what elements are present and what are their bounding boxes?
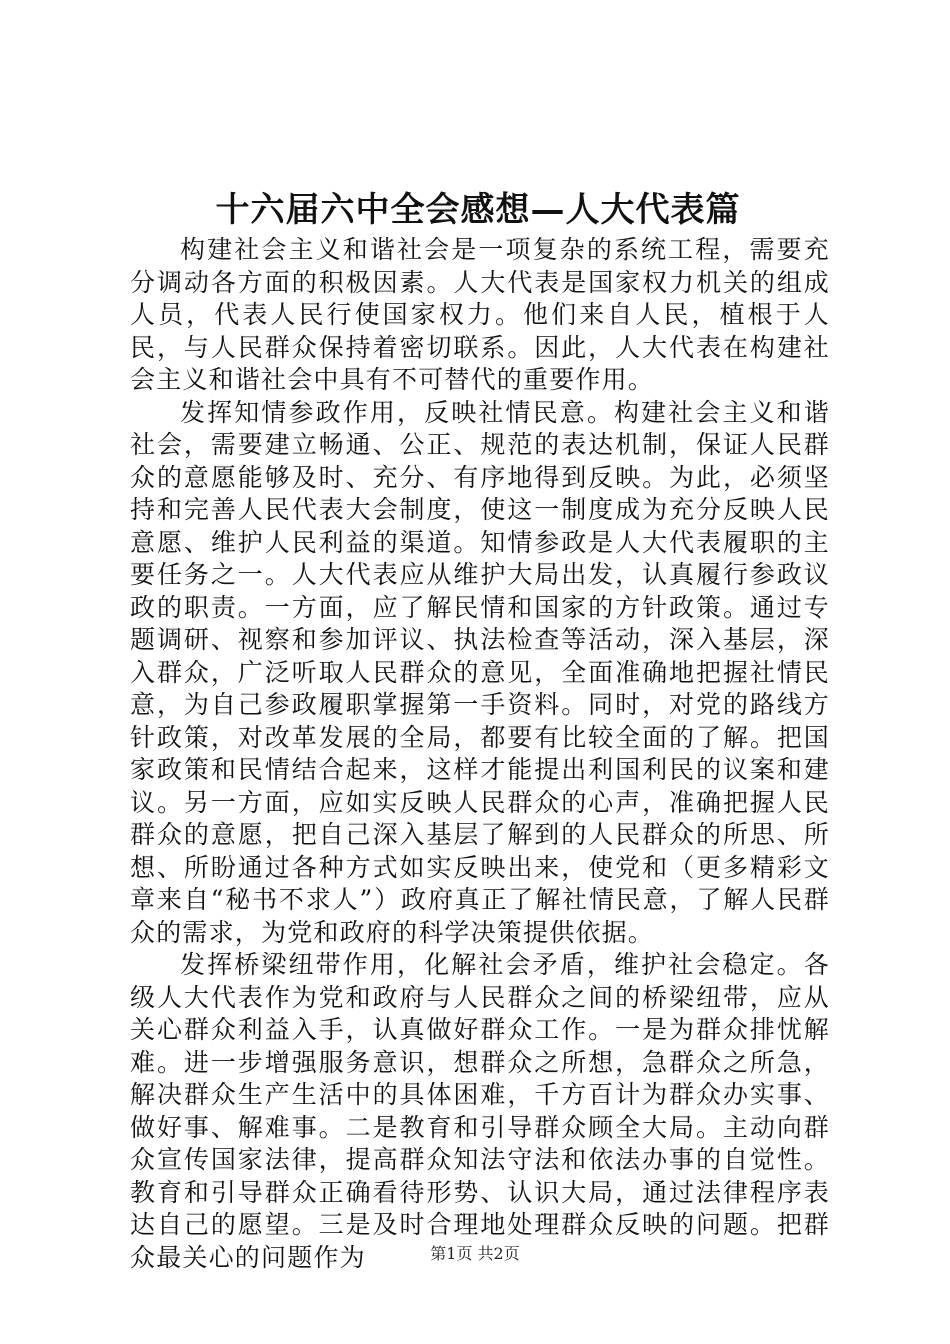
page-footer: 第1页 共2页 [430, 1244, 520, 1263]
paragraph-informed-participation: 发挥知情参政作用，反映社情民意。构建社会主义和谐社会，需要建立畅通、公正、规范的表达机制，保证人民群众的意愿能够及时、充分、有序地得到反映。为此，必须坚持和完善人民代表大会制度，使这一制度成为充分反映人民意愿、维护人民利益的渠道。知情参政是人大代表履职的主要任务之一。人大代表应从维护大局出发，认真履行参政议政的职责。一方面，应了解民情和国家的方针政策。通过专题调研、视察和参加评议、执法检查等活动，深入基层，深入群众，广泛听取人民群众的意见，全面准确地把握社情民意，为自己参政履职掌握第一手资料。同时，对党的路线方针政策，对改革发展的全局，都要有比较全面的了解。把国家政策和民情结合起来，这样才能提出利国利民的议案和建议。另一方面，应如实反映人民群众的心声，准确把握人民群众的意愿，把自己深入基层了解到的人民群众的所思、所想、所盼通过各种方式如实反映出来，使党和（更多精彩文章来自“秘书不求人”）政府真正了解社情民意，了解人民群众的需求，为党和政府的科学决策提供依据。 [130, 397, 830, 947]
document-body [130, 234, 830, 1274]
paragraph-intro: 构建社会主义和谐社会是一项复杂的系统工程，需要充分调动各方面的积极因素。人大代表是国家权力机关的组成人员，代表人民行使国家权力。他们来自人民，植根于人民，与人民群众保持着密切联系。因此，人大代表在构建社会主义和谐社会中具有不可替代的重要作用。 [130, 235, 830, 394]
document-title: 十六届六中全会感想—人大代表篇 [215, 190, 741, 230]
paragraph-bridge-role: 发挥桥梁纽带作用，化解社会矛盾，维护社会稳定。各级人大代表作为党和政府与人民群众之间的桥梁纽带，应从关心群众利益入手，认真做好群众工作。一是为群众排忧解难。进一步增强服务意识，想群众之所想，急群众之所急，解决群众生产生活中的具体困难，千方百计为群众办实事、做好事、解难事。二是教育和引导群众顾全大局。主动向群众宣传国家法律，提高群众知法守法和依法办事的自觉性。教育和引导群众正确看待形势、认识大局，通过法律程序表达自己的愿望。三是及时合理地处理群众反映的问题。把群众最关心的问题作为 [130, 950, 830, 1272]
